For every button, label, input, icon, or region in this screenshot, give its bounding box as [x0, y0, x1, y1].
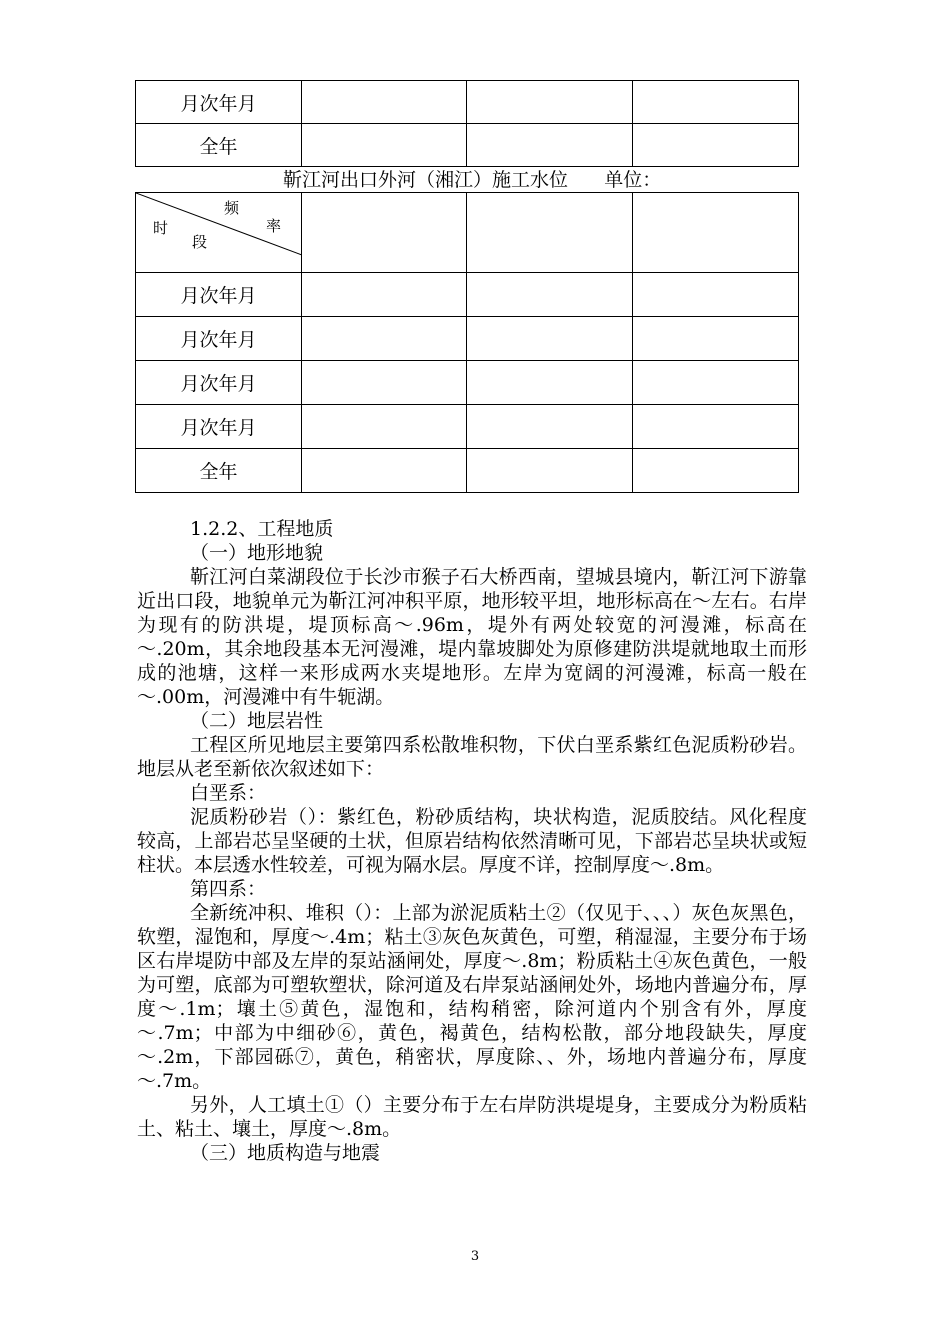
row-label: 月次年月 [136, 405, 302, 449]
row-label: 月次年月 [136, 361, 302, 405]
header-label-frequency-2: 率 [266, 217, 282, 235]
header-label-frequency-1: 频 [224, 199, 240, 217]
table-cell [302, 273, 467, 317]
table-header-row [136, 193, 799, 273]
table-cell [302, 193, 467, 273]
table-row [136, 361, 799, 405]
table-cell [467, 124, 633, 167]
table-cell [467, 273, 633, 317]
header-label-period-2: 段 [192, 233, 208, 251]
table-cell [467, 361, 633, 405]
table-cell [467, 81, 633, 124]
table-row [136, 449, 799, 493]
header-label-period-1: 时 [153, 219, 169, 237]
paragraph: 工程区所见地层主要第四系松散堆积物，下伏白垩系紫红色泥质粉砂岩。地层从老至新依次叙述如下： [137, 734, 807, 780]
page-number: 3 [470, 1249, 480, 1264]
paragraph: 泥质粉砂岩（）：紫红色，粉砂质结构，块状构造，泥质胶结。风化程度较高，上部岩芯呈坚硬的土状，但原岩结构依然清晰可见，下部岩芯呈块状或短柱状。本层透水性较差，可视为隔水层。厚度不详，控制厚度～.8m。 [137, 806, 807, 876]
subsection-heading: （一）地形地貌 [190, 542, 324, 564]
paragraph: 全新统冲积、堆积（）：上部为淤泥质粘土②（仅见于、、、）灰色灰黑色，软塑，湿饱和，厚度～.4m；粘土③灰色灰黄色，可塑，稍湿湿，主要分布于场区右岸堤防中部及左岸的泵站涵闸处，厚度～.8m；粉质粘土④灰色黄色，一般为可塑，底部为可塑软塑状，除河道及右岸泵站涵闸处外，场地内普遍分布，厚度～.1m；壤土⑤黄色，湿饱和，结构稍密，除河道内个别含有外，厚度～.7m；中部为中细砂⑥，黄色，褐黄色，结构松散，部分地段缺失，厚度～.2m，下部园砾⑦，黄色，稍密状，厚度除、、外，场地内普遍分布，厚度～.7m。 [137, 902, 807, 1092]
table-cell [302, 449, 467, 493]
row-label: 月次年月 [136, 273, 302, 317]
subsection-heading: （二）地层岩性 [190, 710, 324, 732]
construction-water-level-table [135, 192, 799, 493]
table-cell [302, 317, 467, 361]
table-caption: 靳江河出口外河（湘江）施工水位 单位： [283, 169, 662, 191]
table-row [136, 317, 799, 361]
table-cell [633, 317, 799, 361]
table-row [136, 273, 799, 317]
table-cell [467, 193, 633, 273]
table-row [136, 81, 799, 124]
paragraph: 另外，人工填土①（）主要分布于左右岸防洪堤堤身，主要成分为粉质粘土、粘土、壤土，厚度～.8m。 [137, 1094, 807, 1140]
table-cell [467, 405, 633, 449]
row-label: 月次年月 [136, 317, 302, 361]
table-cell [302, 361, 467, 405]
row-label: 月次年月 [136, 81, 302, 124]
section-heading: 1.2.2、工程地质 [190, 518, 334, 540]
table-cell [302, 405, 467, 449]
table-cell [633, 124, 799, 167]
row-label: 全年 [136, 124, 302, 167]
table-cell [633, 361, 799, 405]
paragraph: 第四系： [190, 878, 267, 900]
table-cell [467, 317, 633, 361]
table-row [136, 124, 799, 167]
table-row [136, 405, 799, 449]
table-cell [302, 81, 467, 124]
table-cell [633, 81, 799, 124]
top-water-level-table [135, 80, 799, 167]
row-label: 全年 [136, 449, 302, 493]
table-cell [633, 449, 799, 493]
diagonal-header-cell [136, 193, 302, 273]
paragraph: 靳江河白菜湖段位于长沙市猴子石大桥西南，望城县境内，靳江河下游靠近出口段，地貌单元为靳江河冲积平原，地形较平坦，地形标高在～左右。右岸为现有的防洪堤，堤顶标高～.96m，堤外有两处较宽的河漫滩，标高在～.20m，其余地段基本无河漫滩，堤内靠坡脚处为原修建防洪堤就地取土而形成的池塘，这样一来形成两水夹堤地形。左岸为宽阔的河漫滩，标高一般在～.00m，河漫滩中有牛轭湖。 [137, 566, 807, 708]
table-cell [633, 273, 799, 317]
table-cell [302, 124, 467, 167]
table-cell [633, 193, 799, 273]
table-cell [633, 405, 799, 449]
paragraph: 白垩系： [190, 782, 267, 804]
subsection-heading: （三）地质构造与地震 [190, 1142, 381, 1164]
document-body [137, 517, 807, 1165]
table-cell [467, 449, 633, 493]
